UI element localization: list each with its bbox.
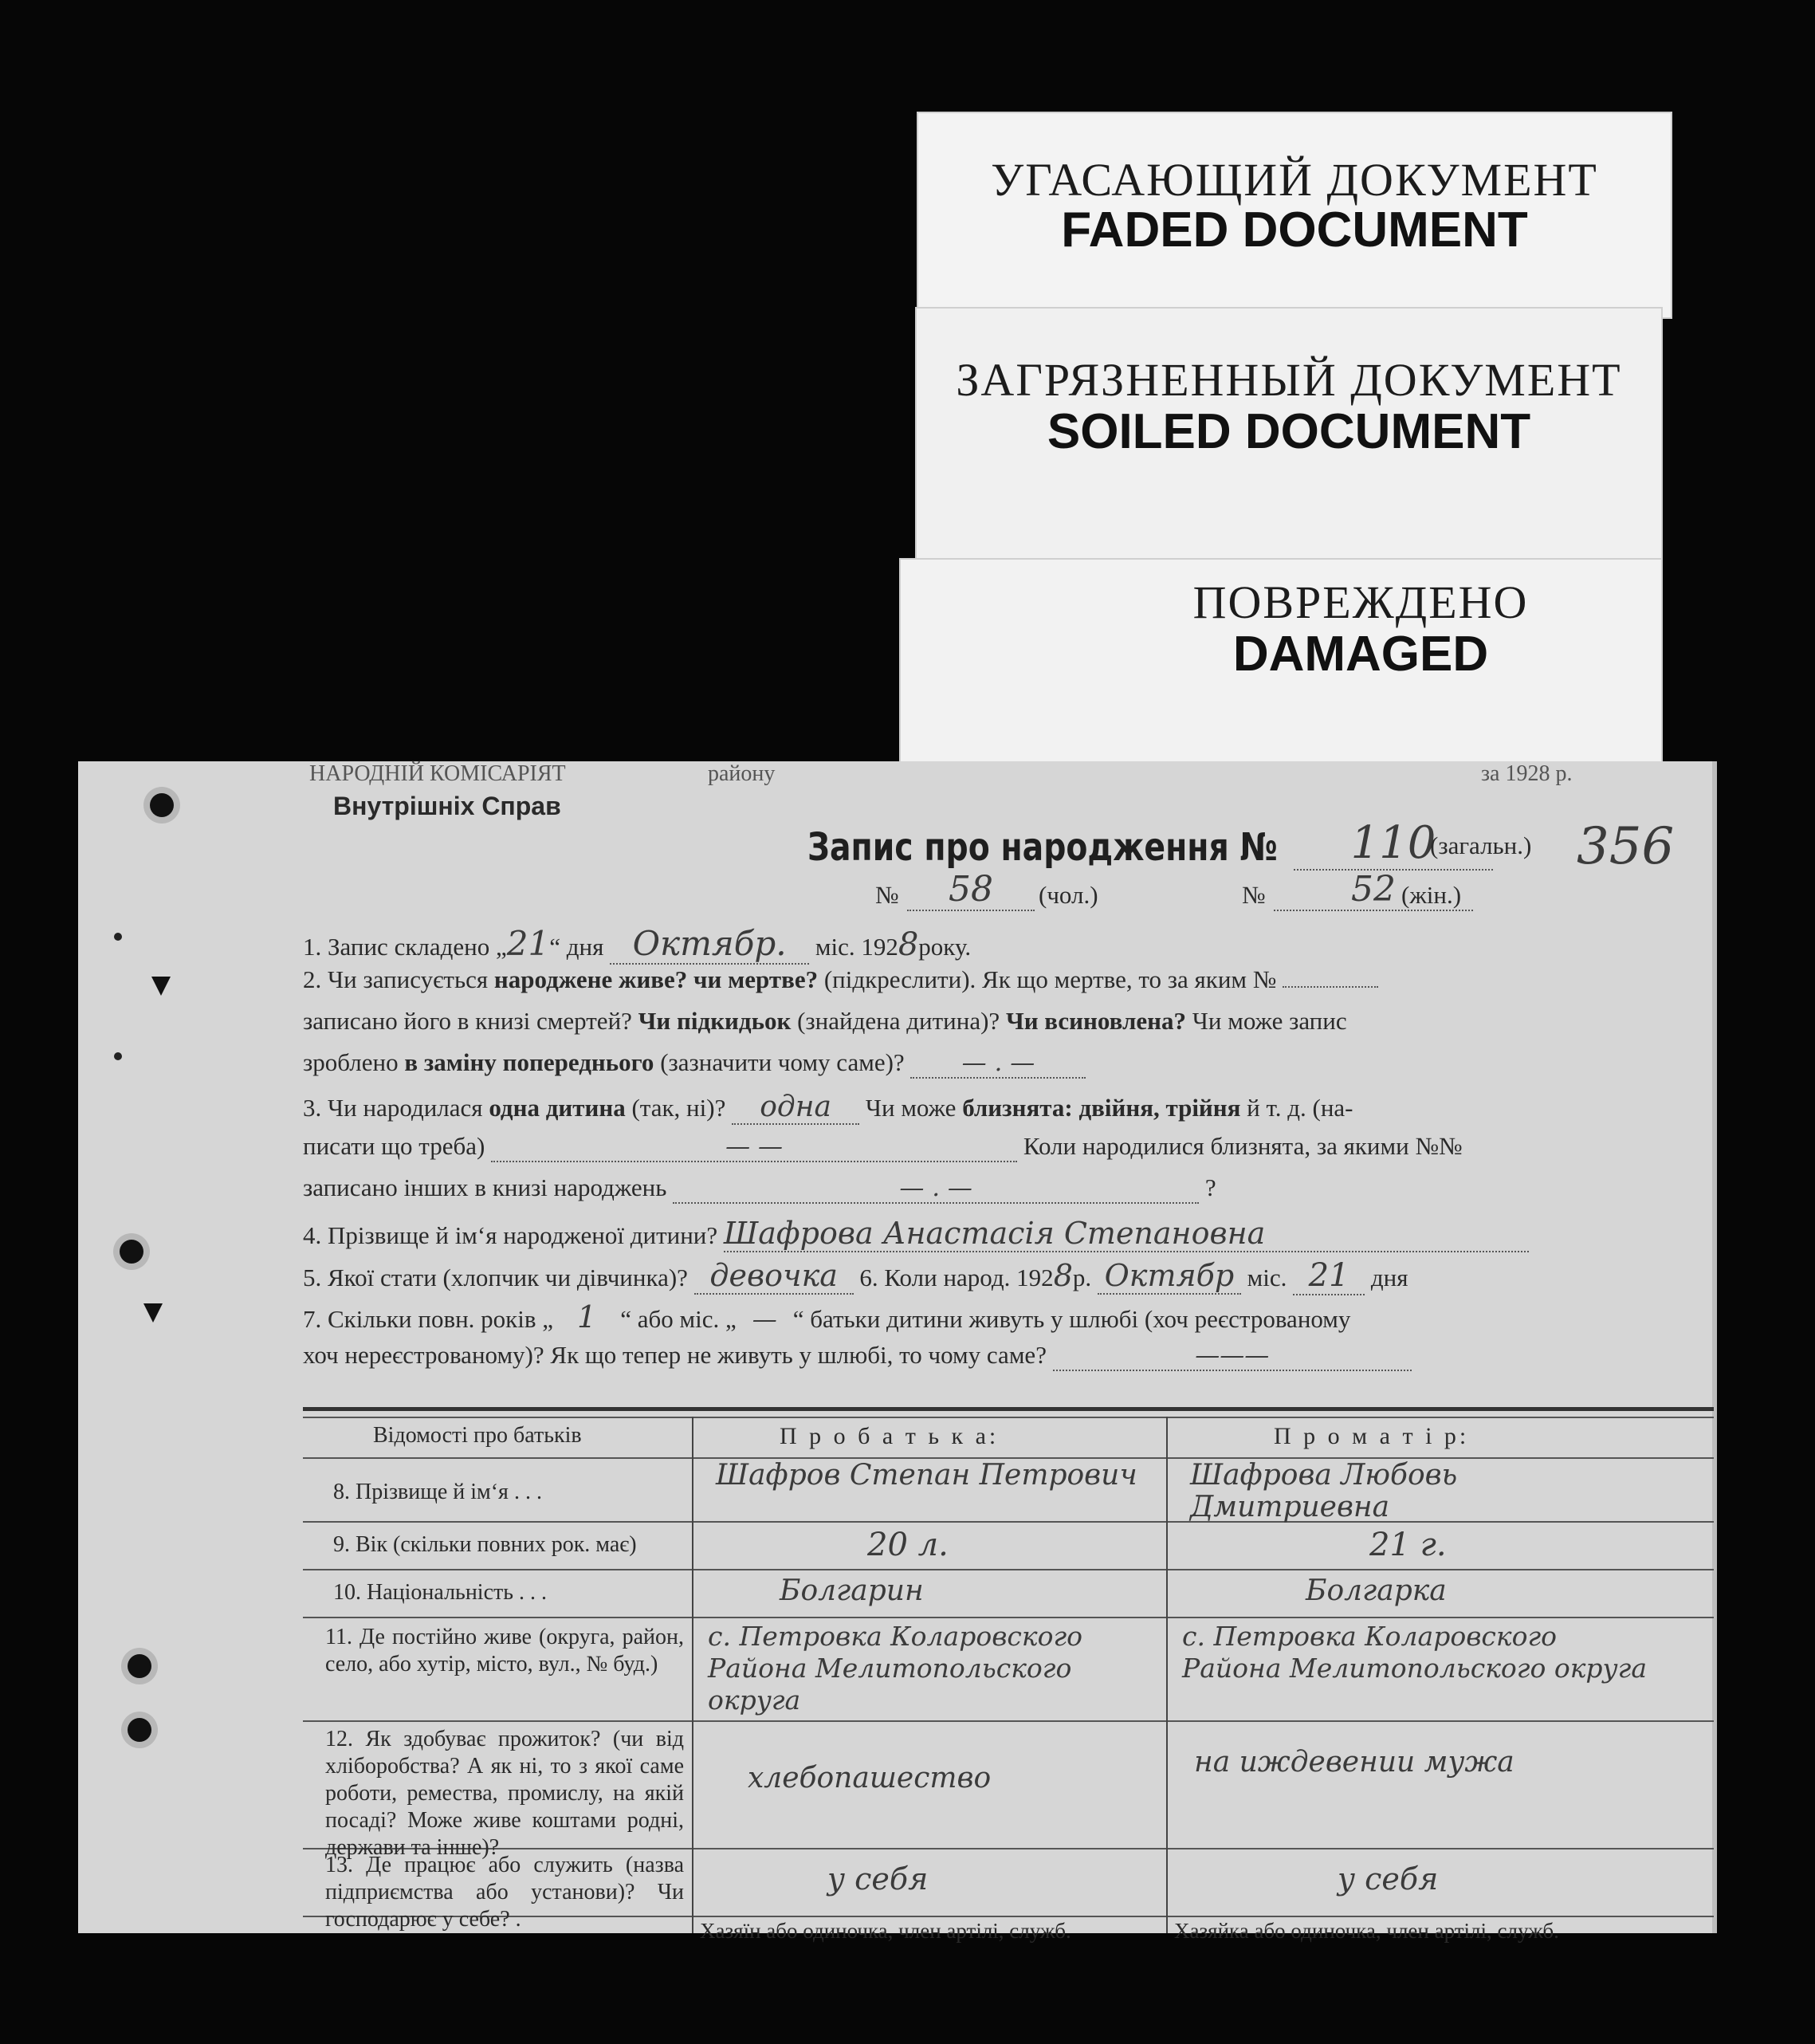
- row-label-nationality: 10. Національність . . .: [333, 1580, 548, 1605]
- general-label: (загальн.): [1430, 831, 1532, 859]
- marriage-reason: ———: [1053, 1341, 1412, 1371]
- triangle-mark: [143, 1303, 163, 1323]
- mother-status-label: Хазяйка або одиночка, член артілі, служб.: [1174, 1919, 1559, 1943]
- question-1: 1. Запис складено „21“ дня Октябр. міс. 1928року.: [303, 924, 972, 963]
- female-number: 52: [1274, 869, 1473, 911]
- female-label: (жін.): [1401, 881, 1462, 909]
- ink-dot: [114, 933, 122, 941]
- male-label: (чол.): [1039, 881, 1098, 909]
- row-label-workplace: 13. Де працює або служить (назва підприємства або установи)? Чи господарює у себе? .: [325, 1853, 684, 1932]
- ink-dot: [114, 1052, 122, 1060]
- father-workplace: у себя: [827, 1861, 929, 1897]
- table-top-thin-rule: [303, 1417, 1714, 1418]
- question-3-line-1: 3. Чи народилася одна дитина (так, ні)? одна Чи може близнята: двійня, трійня й т. д. (на-: [303, 1091, 1353, 1123]
- question-2-line-3: зроблено в заміну попереднього (зазначити чому саме)? — . —: [303, 1048, 1086, 1079]
- question-2-line-1: 2. Чи записується народжене живе? чи мертве? (підкреслити). Як що мертве, то за яким №: [303, 965, 1378, 994]
- punch-hole: [128, 1654, 151, 1678]
- row-rule: [303, 1569, 1714, 1570]
- marriage-months: —: [752, 1305, 777, 1334]
- mother-residence: с. Петровка Коларовского Района Мелитопольского округа: [1182, 1621, 1648, 1684]
- record-number: 110: [1294, 817, 1493, 871]
- father-residence: с. Петровка Коларовского Района Мелитопольского округа: [708, 1621, 1083, 1716]
- table-head-father: П р о б а т ь к а:: [780, 1423, 1000, 1449]
- faded-document-slip: [917, 112, 1672, 319]
- faded-ru-label: УГАСАЮЩИЙ ДОКУМЕНТ: [991, 154, 1598, 206]
- mother-age: 21 г.: [1369, 1527, 1447, 1563]
- father-livelihood: хлебопашество: [748, 1762, 992, 1794]
- father-name: Шафров Степан Петрович: [716, 1459, 1137, 1492]
- single-child-answer: одна: [732, 1091, 859, 1125]
- birth-month: Октябр: [1098, 1258, 1241, 1295]
- row-label-name: 8. Прізвище й ім‘я . . .: [333, 1480, 542, 1504]
- punch-hole: [128, 1718, 151, 1742]
- header-district: району: [708, 761, 776, 786]
- father-status-label: Хазяїн або одиночка, член артілі, служб.: [700, 1919, 1071, 1943]
- record-year: 8: [898, 926, 919, 963]
- child-sex: девочка: [694, 1258, 854, 1295]
- twins-records-answer: — . —: [673, 1173, 1199, 1204]
- mother-name: Шафрова Любовь Дмитриевна: [1190, 1459, 1458, 1523]
- row-rule: [303, 1720, 1714, 1722]
- header-year: за 1928 р.: [1481, 761, 1573, 786]
- row-label-residence: 11. Де постійно живе (округа, район, село, або хутір, місто, вул., № буд.): [325, 1625, 684, 1676]
- question-5-6: 5. Якої стати (хлопчик чи дівчинка)? девочка 6. Коли народ. 1928р. Октябр міс. 21 дня: [303, 1257, 1408, 1294]
- replacement-answer: — . —: [910, 1048, 1086, 1079]
- table-head-parents: Відомості про батьків: [373, 1423, 582, 1448]
- soiled-en-label: SOILED DOCUMENT: [1047, 404, 1531, 459]
- question-3-line-2: писати що треба) — — Коли народилися близнята, за якими №№: [303, 1132, 1463, 1161]
- table-head-mother: П р о м а т і р:: [1274, 1423, 1470, 1449]
- child-name: Шафрова Анастасія Степановна: [724, 1216, 1529, 1252]
- punch-hole: [120, 1240, 143, 1264]
- mother-livelihood: на иждевении мужа: [1194, 1746, 1514, 1779]
- mother-nationality: Болгарка: [1306, 1574, 1447, 1607]
- page-number: 356: [1577, 817, 1675, 876]
- male-no-sign: №: [875, 881, 899, 909]
- father-nationality: Болгарин: [780, 1574, 924, 1607]
- row-rule: [303, 1617, 1714, 1618]
- mother-workplace: у себя: [1338, 1861, 1439, 1897]
- birth-record-form: [78, 761, 1712, 1943]
- marriage-years: 1: [577, 1299, 597, 1334]
- row-label-age: 9. Вік (скільки повних рок. має): [333, 1532, 637, 1557]
- female-no-sign: №: [1242, 881, 1266, 909]
- header-commissariat: НАРОДНІЙ КОМІСАРІЯТ: [309, 761, 566, 786]
- form-title: Запис про народження №: [807, 825, 1278, 870]
- damaged-document-slip: [899, 558, 1663, 789]
- question-3-line-3: записано інших в книзі народжень — . — ?: [303, 1173, 1216, 1202]
- question-7-line-2: хоч нереєстрованому)? Як що тепер не живуть у шлюбі, то чому саме? ———: [303, 1341, 1412, 1371]
- twins-answer: — —: [491, 1132, 1017, 1162]
- record-month: Октябр.: [610, 924, 809, 965]
- soiled-document-slip: [915, 307, 1663, 570]
- row-label-livelihood: 12. Як здобуває прожиток? (чи від хліборобства? А як ні, то з якої саме роботи, ремества, промислу, на якій посаді? Може живе коштами родні, держави та інше)?: [325, 1727, 684, 1860]
- question-7-line-1: 7. Скільки повн. років „ 1 “ або міс. „ — “ батьки дитини живуть у шлюбі (хоч реєстрованому: [303, 1299, 1351, 1334]
- faded-en-label: FADED DOCUMENT: [1061, 202, 1528, 257]
- damaged-en-label: DAMAGED: [1232, 627, 1489, 682]
- damaged-ru-label: ПОВРЕЖДЕНО: [1192, 576, 1529, 628]
- column-divider: [692, 1417, 693, 1933]
- birth-year: 8: [1053, 1258, 1073, 1293]
- father-age: 20 л.: [867, 1527, 949, 1563]
- table-top-rule: [303, 1407, 1714, 1411]
- record-day: 21: [506, 924, 550, 963]
- triangle-mark: [151, 977, 171, 996]
- punch-hole: [150, 793, 174, 817]
- male-number: 58: [907, 869, 1035, 911]
- question-2-line-2: записано його в книзі смертей? Чи підкидьок (знайдена дитина)? Чи всиновлена? Чи може запис: [303, 1007, 1347, 1035]
- birth-day: 21: [1293, 1257, 1365, 1295]
- soiled-ru-label: ЗАГРЯЗНЕННЫЙ ДОКУМЕНТ: [956, 354, 1622, 406]
- ministry-label: Внутрішніх Справ: [333, 792, 561, 820]
- column-divider: [1166, 1417, 1168, 1933]
- question-4: 4. Прізвище й ім‘я народженої дитини? Шафрова Анастасія Степановна: [303, 1216, 1529, 1252]
